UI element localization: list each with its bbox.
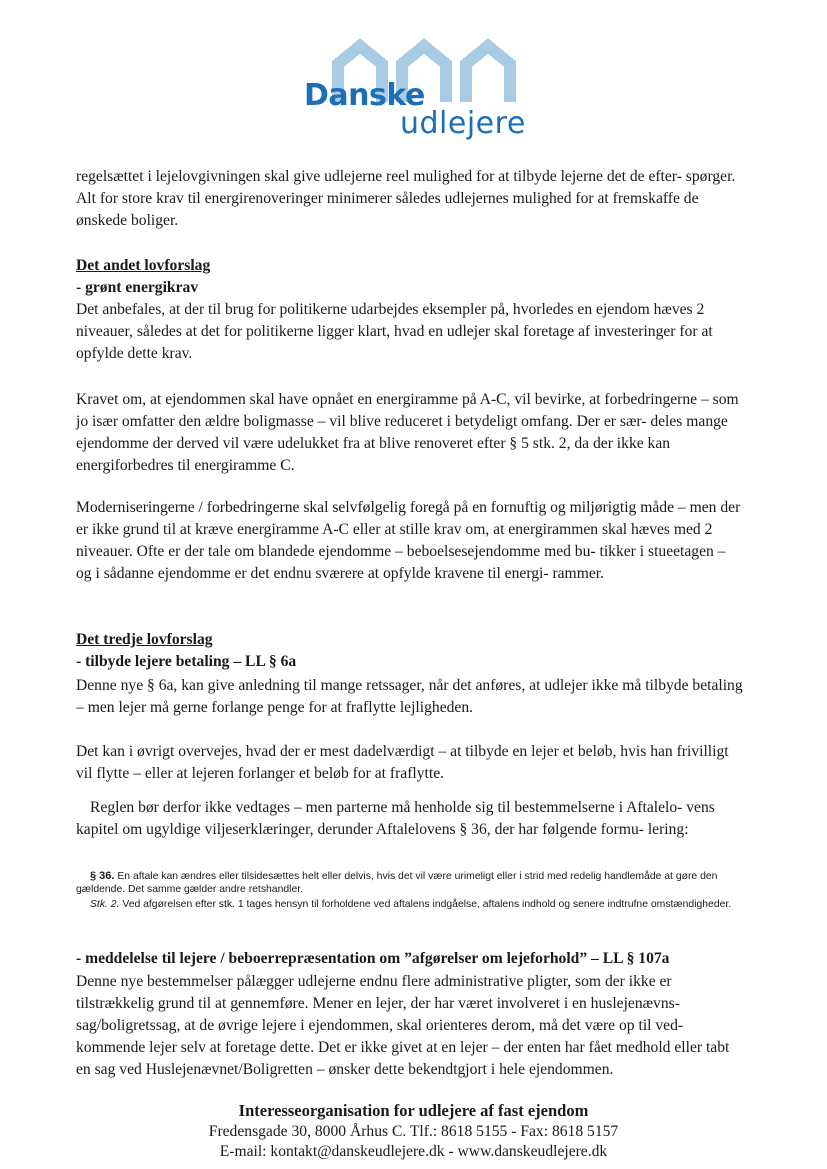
logo-text-udlejere: udlejere — [400, 106, 526, 141]
page-footer — [0, 1100, 827, 1162]
section-title-3: Det tredje lovforslag — [76, 631, 213, 648]
section-4-paragraph-1: Denne nye bestemmelser pålægger udlejerne endnu flere administrative pligter, som der ikke er tilstrækkelig grund til at gennemføre. Mener en lejer, der har været involveret i en huslejenævns- sag/boligretssag, at de øvrige lejere i ejendommen, skal orienteres derom, må det være op til ved- kommende lejer selv at foretage dette. Det er ikke givet at en lejer – der enten har fået medhold eller tabt en sag ved Huslejenævnet/Boligretten – ønsker dette bekendtgjort i hele ejendommen. — [76, 973, 730, 1078]
section-2-paragraph-3: Moderniseringerne / forbedringerne skal selvfølgelig foregå på en fornuftig og miljørigtig måde – men der er ikke grund til at kræve energiramme A-C eller at stille krav om, at energirammen skal hæves med 2 niveauer. Ofte er der tale om blandede ejendomme – beboelsesejendomme med bu- tikker i stueetagen – og i sådanne ejendomme er det endnu sværere at opfylde kravene til energi- rammer. — [76, 499, 741, 582]
footer-organisation: Interesseorganisation for udlejere af fast ejendom — [238, 1101, 589, 1120]
section-3-paragraph-1: Denne nye § 6a, kan give anledning til mange retssager, når det anføres, at udlejer ikke må tilbyde betaling – men lejer må gerne forlange penge for at fraflytte lejligheden. — [76, 677, 743, 716]
logo — [298, 36, 538, 140]
law-quote-stk2-text: Ved afgørelsen efter stk. 1 tages hensyn til forholdene ved aftalens indgåelse, aftalens indhold og senere indtrufne omstændigheder. — [122, 899, 732, 910]
footer-address: Fredensgade 30, 8000 Århus C. Tlf.: 8618 5155 - Fax: 8618 5157 — [208, 1123, 619, 1140]
law-quote-stk2 — [76, 898, 736, 911]
section-2-paragraph-1: Det anbefales, at der til brug for politikerne udarbejdes eksempler på, hvorledes en ejendom hæves 2 niveauer, således at det for politikerne ligger klart, hvad en udlejer skal foretage af investeringer for at opfylde dette krav. — [76, 301, 713, 362]
section-2-paragraph-2: Kravet om, at ejendommen skal have opnået en energiramme på A-C, vil bevirke, at forbedringerne – som jo især omfatter den ældre boligmasse – vil blive reduceret i betydeligt omfang. Der er sær- deles mange ejendomme der derved vil være udelukket fra at blive renoveret efter § 5 stk. 2, da der ikke kan energiforbedres til energiramme C. — [76, 391, 739, 474]
section-subtitle-2: - grønt energikrav — [76, 279, 199, 296]
section-3-paragraph-3: Reglen bør derfor ikke vedtages – men parterne må henholde sig til bestemmelserne i Aftalelo- vens kapitel om ugyldige viljeserklæringer, derunder Aftalelovens § 36, der har følgende formu- lering: — [76, 799, 715, 838]
footer-contact: E-mail: kontakt@danskeudlejere.dk - www.danskeudlejere.dk — [219, 1143, 608, 1160]
section-3-paragraph-2: Det kan i øvrigt overvejes, hvad der er mest dadelværdigt – at tilbyde en lejer et beløb, hvis han frivilligt vil flytte – eller at lejeren forlanger et beløb for at fraflytte. — [76, 743, 729, 782]
section-subtitle-3: - tilbyde lejere betaling – LL § 6a — [76, 653, 297, 670]
logo-text-danske: Danske — [304, 78, 425, 113]
section-subtitle-4: - meddelelse til lejere / beboerrepræsentation om ”afgørelser om lejeforhold” – LL § 107a — [76, 950, 670, 967]
law-quote-36-text: En aftale kan ændres eller tilsidesættes helt eller delvis, hvis det vil være urimeligt eller i strid med redelig handlemåde at gøre den gældende. Det samme gælder andre retshandler. — [76, 871, 718, 895]
law-quote-stk2-label: Stk. 2. — [90, 899, 120, 910]
section-title-2: Det andet lovforslag — [76, 257, 211, 274]
law-quote-36 — [76, 870, 736, 896]
intro-paragraph: regelsættet i lejelovgivningen skal give udlejerne reel mulighed for at tilbyde lejerne det de efter- spørger. Alt for store krav til energirenoveringer minimerer således udlejernes mulighed for at fremskaffe de ønskede boliger. — [76, 168, 736, 229]
law-quote-36-label: § 36. — [90, 870, 115, 882]
